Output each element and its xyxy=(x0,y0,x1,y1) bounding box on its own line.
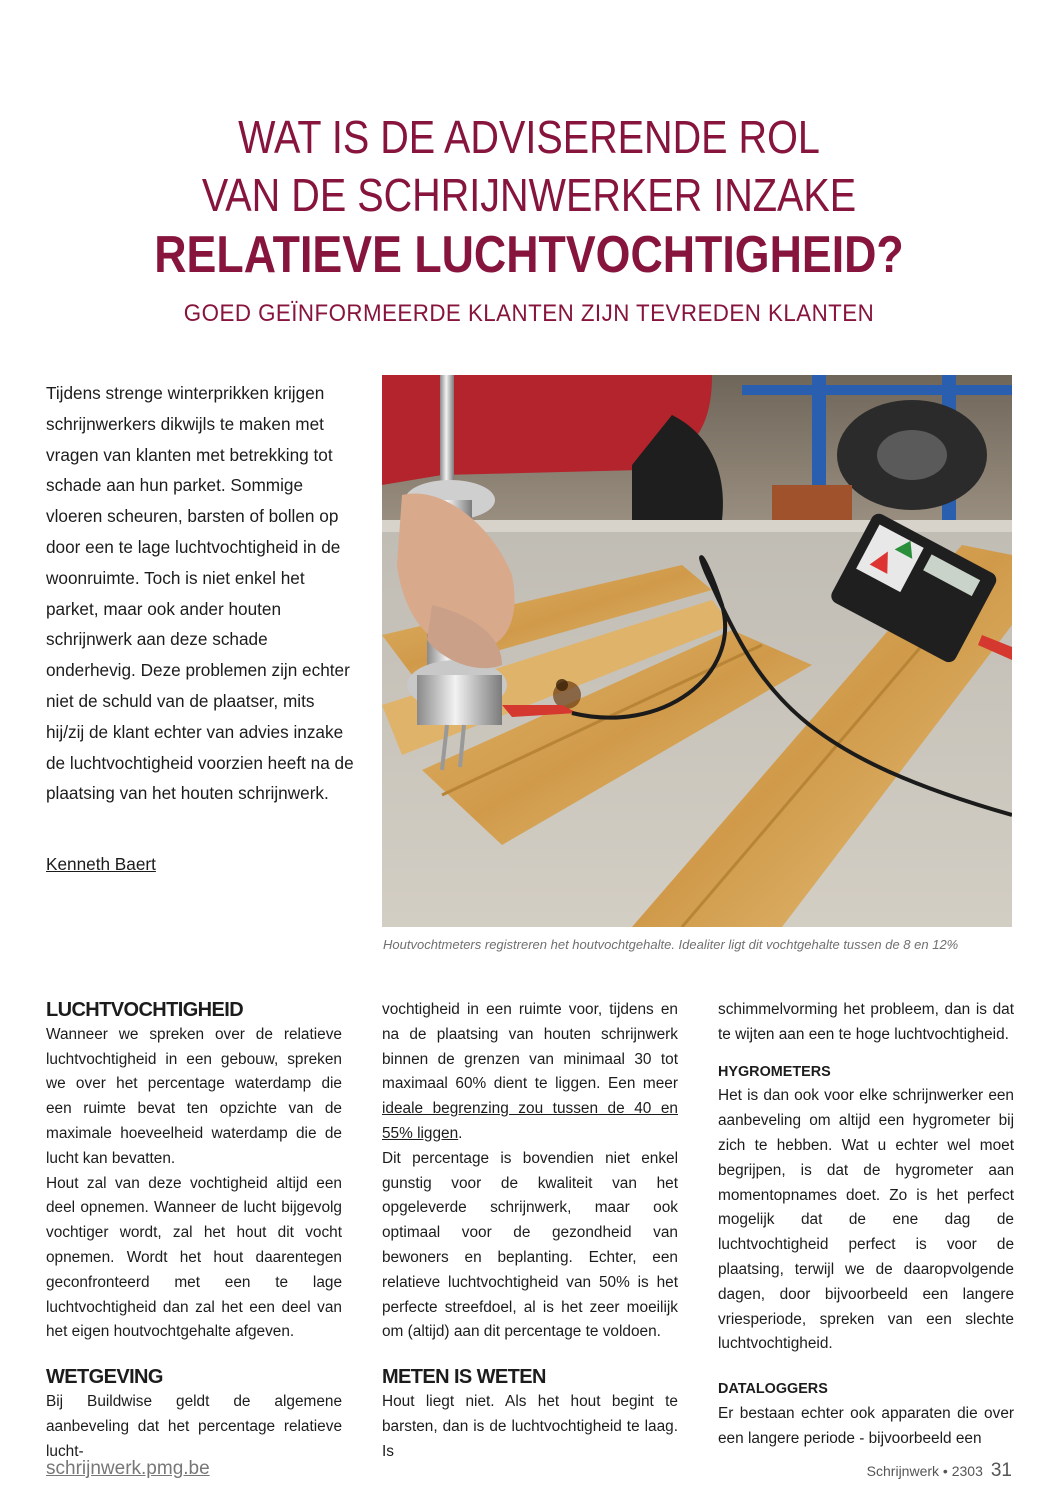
column-3 xyxy=(718,998,1014,1452)
spacer xyxy=(46,1345,342,1365)
paragraph: Bij Buildwise geldt de algemene aanbeveling dat het percentage relatieve lucht- xyxy=(46,1392,342,1460)
heading-hygrometers: HYGROMETERS xyxy=(718,1063,831,1080)
article-subtitle: GOED GEÏNFORMEERDE KLANTEN ZIJN TEVREDEN KLANTEN xyxy=(183,300,875,327)
paragraph: Er bestaan echter ook apparaten die over een langere periode - bijvoorbeeld een xyxy=(718,1404,1014,1447)
issue-label: Schrijnwerk • 2303 xyxy=(866,1463,983,1479)
author-link[interactable]: Kenneth Baert xyxy=(46,854,156,874)
heading-meten-is-weten: METEN IS WETEN xyxy=(382,1366,546,1389)
article-title xyxy=(0,108,1058,286)
paragraph: Het is dan ook voor elke schrijnwerker een aanbeveling om altijd een hygrometer bij zich te hebben. Wat u echter wel moet begrijpen, is dat de hygrometer aan momentopnames doet. Zo is het perfect mogelijk dat de ene dag de luchtvochtigheid perfect is voor de plaatsing, terwijl we de daaropvolgende dagen, door bijvoorbeeld een langere vriesperiode, spreken van een slechte luchtvochtigheid. xyxy=(718,1087,1014,1353)
photo-caption: Houtvochtmeters registreren het houtvochtgehalte. Idealiter ligt dit vochtgehalte tussen de 8 en 12% xyxy=(383,937,959,952)
paragraph-text: . xyxy=(458,1124,463,1142)
paragraph: Hout liegt niet. Als het hout begint te barsten, dan is de luchtvochtigheid te laag. Is xyxy=(382,1392,678,1460)
paragraph xyxy=(382,998,678,1147)
paragraph: Wanneer we spreken over de relatieve luchtvochtigheid in een gebouw, spreken we over het percentage waterdamp die een ruimte bevat ten opzichte van de maximale hoeveelheid waterdamp die de lucht kan bevatten. xyxy=(46,1025,342,1167)
heading-wetgeving: WETGEVING xyxy=(46,1366,163,1389)
intro-text: Tijdens strenge winterprikken krijgen schrijnwerkers dikwijls te maken met vragen van klanten met betrekking tot schade aan hun parket. Sommige vloeren scheuren, barsten of bollen op door een te lage luchtvochtigheid in de woonruimte. Toch is niet enkel het parket, maar ook ander houten schrijnwerk aan deze schade onderhevig. Deze problemen zijn echter niet de schuld van de plaatser, mits hij/zij de klant echter van advies inzake de luchtvochtigheid voorzien heeft na de plaatsing van het houten schrijnwerk. xyxy=(46,383,354,804)
column-1 xyxy=(46,998,342,1464)
paragraph: schimmelvorming het probleem, dan is dat te wijten aan een te hoge luchtvochtigheid. xyxy=(718,1001,1014,1043)
column-2 xyxy=(382,998,678,1464)
paragraph: Hout zal van deze vochtigheid altijd een deel opnemen. Wanneer de lucht bijgevolg vochtiger wordt, zal het hout dit vocht opnemen. Wordt het hout daarentegen geconfronteerd met een te lage luchtvochtigheid dan zal het een deel van het eigen houtvochtgehalte afgeven. xyxy=(46,1174,342,1341)
intro-paragraph xyxy=(46,378,356,809)
spacer xyxy=(718,1048,1014,1060)
moisture-meter-photo xyxy=(382,375,1012,927)
spacer xyxy=(382,1345,678,1365)
article-photo xyxy=(382,375,1012,927)
title-line-3: RELATIEVE LUCHTVOCHTIGHEID? xyxy=(154,226,904,284)
heading-dataloggers: DATALOGGERS xyxy=(718,1381,828,1398)
title-line-1: WAT IS DE ADVISERENDE ROL xyxy=(238,111,820,163)
website-link[interactable]: schrijnwerk.pmg.be xyxy=(46,1458,210,1479)
heading-luchtvochtigheid: LUCHTVOCHTIGHEID xyxy=(46,999,244,1021)
paragraph: Dit percentage is bovendien niet enkel gunstig voor de kwaliteit van het opgeleverde schrijnwerk, maar ook optimaal voor de gezondheid van bewoners en beplanting. Echter, een relatieve luchtvochtigheid van 50% is het perfecte streefdoel, al is het zeer moeilijk om (altijd) aan dit percentage te voldoen. xyxy=(382,1149,678,1341)
page-number: 31 xyxy=(990,1460,1012,1481)
spacer xyxy=(718,1357,1014,1377)
paragraph-text: vochtigheid in een ruimte voor, tijdens en na de plaatsing van houten schrijnwerk binnen de grenzen van minimaal 30 tot maximaal 60% dient te liggen. Een meer xyxy=(382,1001,678,1093)
ideal-range-link[interactable]: ideale begrenzing zou tussen de 40 en 55% liggen xyxy=(382,1100,678,1142)
title-line-2: VAN DE SCHRIJNWERKER INZAKE xyxy=(201,169,857,221)
footer-issue xyxy=(867,1460,1012,1482)
